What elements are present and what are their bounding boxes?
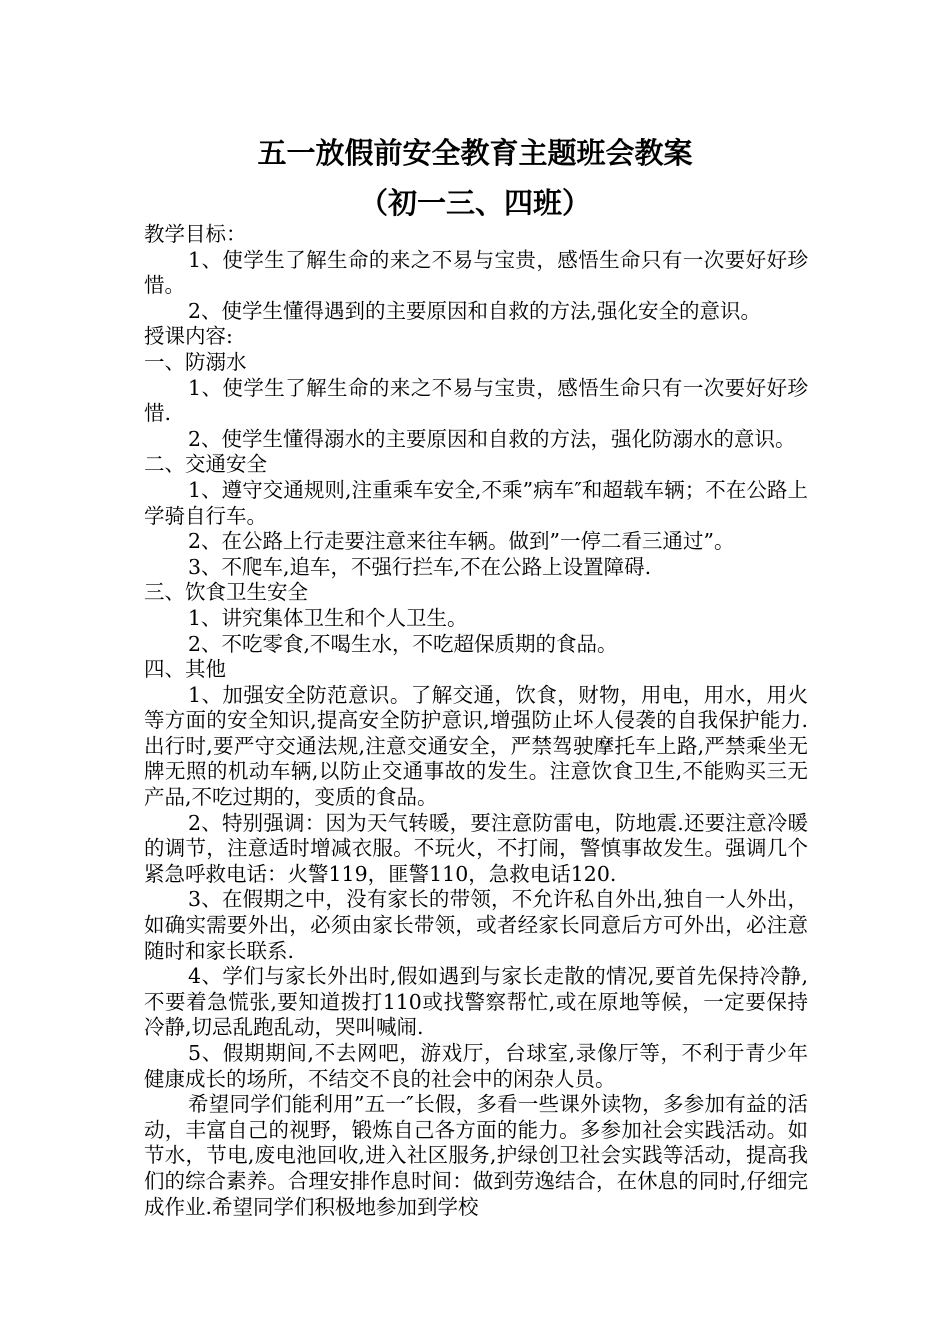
body-paragraph: 1、使学生了解生命的来之不易与宝贵，感悟生命只有一次要好好珍惜. (144, 375, 808, 426)
body-paragraph: 2、使学生懂得遇到的主要原因和自救的方法,强化安全的意识。 (188, 298, 762, 323)
body-paragraph: 希望同学们能利用”五一″长假，多看一些课外读物，多参加有益的活动，丰富自己的视野，锻炼自己各方面的能力。多参加社会实践活动。如节水，节电,废电池回收,进入社区服务,护绿创卫社会实践等活动，提高我们的综合素养。合理安排作息时间：做到劳逸结合，在休息的同时,仔细完成作业.希望同学们积极地参加到学校 (144, 1092, 808, 1219)
document-subtitle: （初一三、四班） (358, 186, 591, 220)
body-paragraph: 2、在公路上行走要注意来往车辆。做到”一停二看三通过”。 (188, 529, 735, 554)
body-paragraph: 1、加强安全防范意识。了解交通，饮食，财物，用电，用水，用火等方面的安全知识,提高安全防护意识,增强防止坏人侵袭的自我保护能力.出行时,要严守交通法规,注意交通安全，严禁驾驶摩托车上路,严禁乘坐无牌无照的机动车辆,以防止交通事故的发生。注意饮食卫生,不能购买三无产品,不吃过期的，变质的食品。 (144, 682, 808, 810)
body-paragraph: 4、学们与家长外出时,假如遇到与家长走散的情况,要首先保持冷静,不要着急慌张,要知道拨打110或找警察帮忙,或在原地等候，一定要保持冷静,切忌乱跑乱动，哭叫喊闹. (144, 964, 808, 1040)
document-body (144, 222, 808, 1220)
body-paragraph: 2、使学生懂得溺水的主要原因和自救的方法，强化防溺水的意识。 (188, 426, 796, 451)
section-heading: 三、饮食卫生安全 (144, 580, 308, 605)
section-heading: 二、交通安全 (144, 452, 267, 477)
body-paragraph: 1、使学生了解生命的来之不易与宝贵，感悟生命只有一次要好好珍惜。 (144, 247, 808, 298)
body-paragraph: 3、不爬车,追车，不强行拦车,不在公路上设置障碍. (188, 554, 652, 579)
section-heading: 教学目标： (144, 222, 247, 246)
body-paragraph: 2、特别强调：因为天气转暖，要注意防雷电，防地震.还要注意冷暖的调节，注意适时增减衣服。不玩火，不打闹，警慎事故发生。强调几个紧急呼救电话：火警119，匪警110，急救电话120. (144, 810, 808, 886)
body-paragraph: 1、讲究集体卫生和个人卫生。 (188, 605, 468, 630)
body-paragraph: 2、不吃零食,不喝生水，不吃超保质期的食品。 (188, 631, 618, 656)
document-title: 五一放假前安全教育主题班会教案 (257, 136, 693, 170)
body-paragraph: 3、在假期之中，没有家长的带领，不允许私自外出,独自一人外出，如确实需要外出，必须由家长带领，或者经家长同意后方可外出，必注意随时和家长联系. (144, 887, 808, 963)
section-heading: 授课内容: (144, 324, 233, 349)
section-heading: 一、防溺水 (144, 349, 247, 374)
body-paragraph: 1、遵守交通规则,注重乘车安全,不乘”病车″和超载车辆；不在公路上学骑自行车。 (144, 477, 808, 528)
body-paragraph: 5、假期期间,不去网吧，游戏厅，台球室,录像厅等，不利于青少年健康成长的场所，不结交不良的社会中的闲杂人员。 (144, 1041, 808, 1091)
section-heading: 四、其他 (144, 657, 226, 682)
